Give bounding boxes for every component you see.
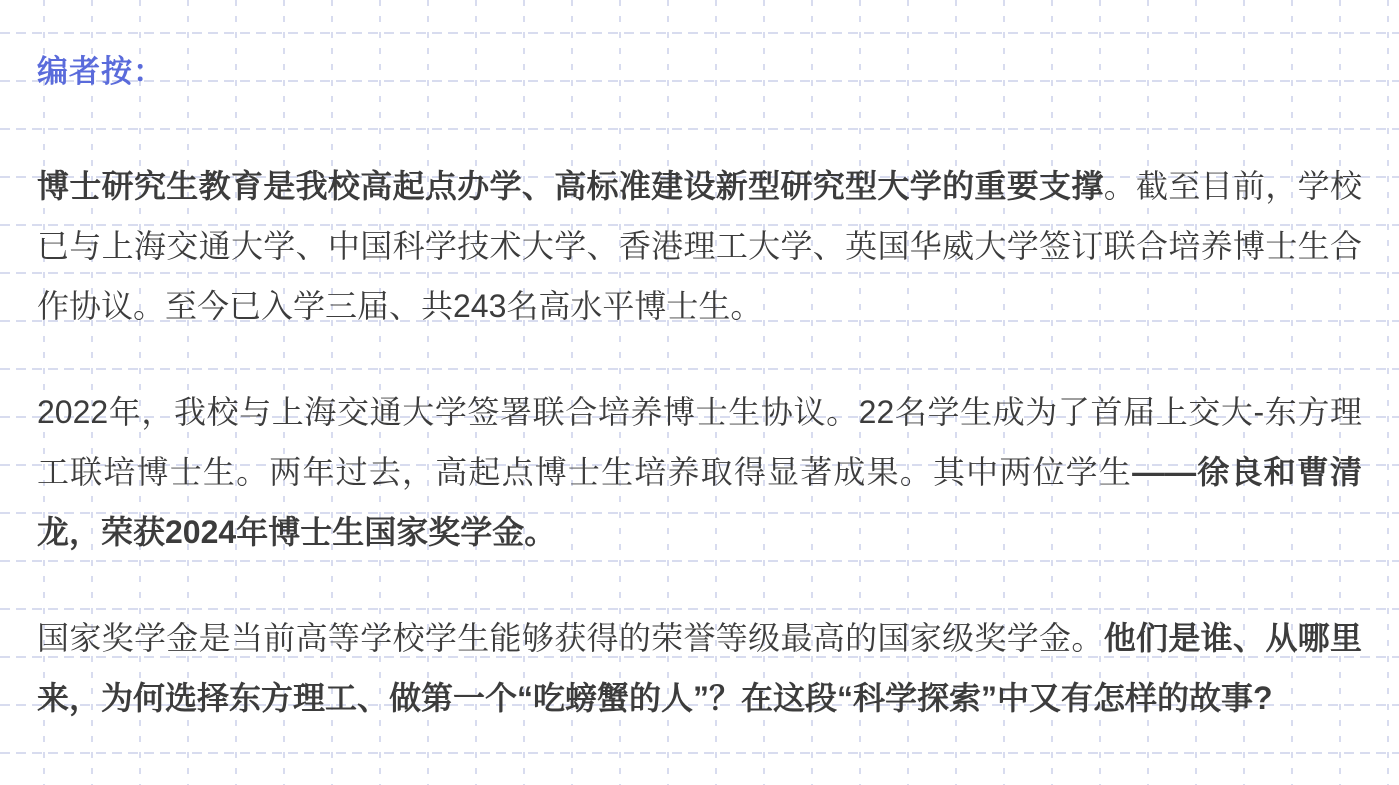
- bold-text-run: 博士研究生教育是我校高起点办学、高标准建设新型研究型大学的重要支撑: [37, 168, 1104, 204]
- bold-text-run: 他们是谁、从哪里来，为何选择东方理工、做第一个“吃螃蟹的人”？在这段“科学探索”中又有怎样的故事?: [37, 620, 1362, 716]
- editor-note-heading: 编者按：: [37, 54, 165, 89]
- paragraph: [37, 382, 1362, 562]
- article-body: [37, 156, 1362, 728]
- text-run: 。截至目前，学校已与上海交通大学、中国科学技术大学、香港理工大学、英国华威大学签订联合培养博士生合作协议。至今已入学三届、共243名高水平博士生。: [37, 168, 1362, 324]
- bold-text-run: ——徐良和曹清龙，荣获2024年博士生国家奖学金。: [37, 454, 1362, 550]
- paragraph: [37, 608, 1362, 728]
- text-run: 国家奖学金是当前高等学校学生能够获得的荣誉等级最高的国家级奖学金。: [37, 620, 1104, 656]
- paragraph: [37, 156, 1362, 336]
- text-run: 2022年，我校与上海交通大学签署联合培养博士生协议。22名学生成为了首届上交大-东方理工联培博士生。两年过去，高起点博士生培养取得显著成果。其中两位学生: [37, 394, 1362, 490]
